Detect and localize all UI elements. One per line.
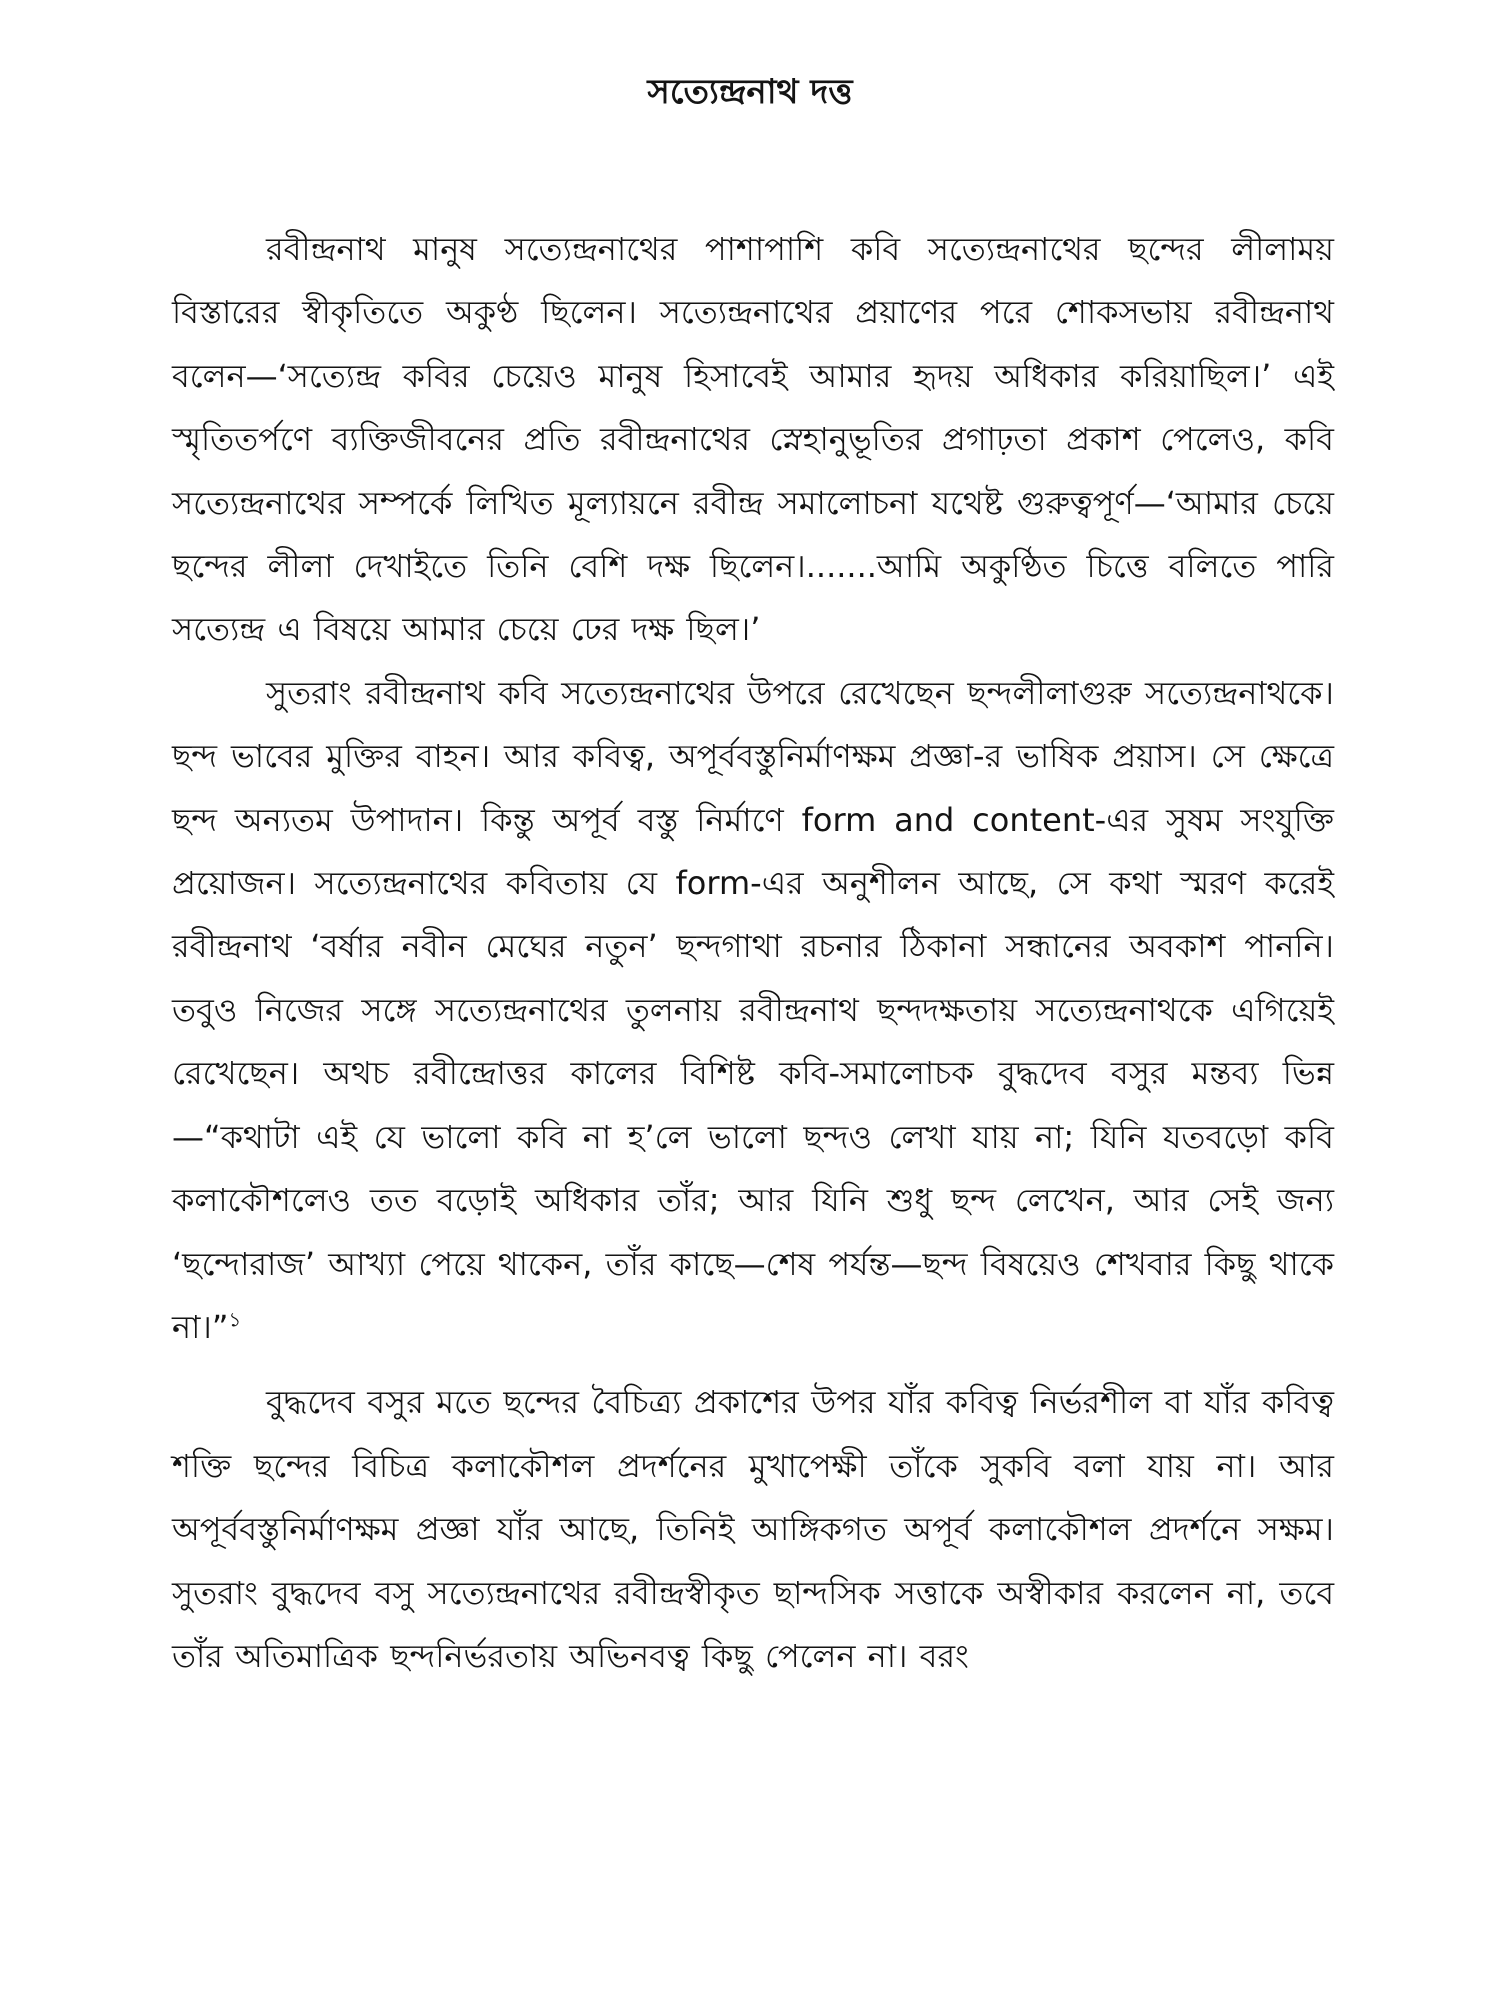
paragraph-2-text: সুতরাং রবীন্দ্রনাথ কবি সত্যেন্দ্রনাথের উপরে রেখেছেন ছন্দলীলাগুরু সত্যেন্দ্রনাথকে। ছন্দ ভাবের মুক্তির বাহন। আর কবিত্ব, অপূর্ববস্তুনির্মাণক্ষম প্রজ্ঞা-র ভাষিক প্রয়াস। সে ক্ষেত্রে ছন্দ অন্যতম উপাদান। কিন্তু অপূর্ব বস্তু নির্মাণে form and content-এর সুষম সংযুক্তি প্রয়োজন। সত্যেন্দ্রনাথের কবিতায় যে form-এর অনুশীলন আছে, সে কথা স্মরণ করেই রবীন্দ্রনাথ ‘বর্ষার নবীন মেঘের নতুন’ ছন্দগাথা রচনার ঠিকানা সন্ধানের অবকাশ পাননি। তবুও নিজের সঙ্গে সত্যেন্দ্রনাথের তুলনায় রবীন্দ্রনাথ ছন্দদক্ষতায় সত্যেন্দ্রনাথকে এগিয়েই রেখেছেন। অথচ রবীন্দ্রোত্তর কালের বিশিষ্ট কবি-সমালোচক বুদ্ধদেব বসুর মন্তব্য ভিন্ন—“কথাটা এই যে ভালো কবি না হ’লে ভালো ছন্দও লেখা যায় না; যিনি যতবড়ো কবি কলাকৌশলেও তত বড়োই অধিকার তাঁর; আর যিনি শুধু ছন্দ লেখেন, আর সেই জন্য ‘ছন্দোরাজ’ আখ্যা পেয়ে থাকেন, তাঁর কাছে—শেষ পর্যন্ত—ছন্দ বিষয়েও শেখবার কিছু থাকে না।” [172, 673, 1334, 1346]
paragraph-3: বুদ্ধদেব বসুর মতে ছন্দের বৈচিত্র্য প্রকাশের উপর যাঁর কবিত্ব নির্ভরশীল বা যাঁর কবিত্ব শক্তি ছন্দের বিচিত্র কলাকৌশল প্রদর্শনের মুখাপেক্ষী তাঁকে সুকবি বলা যায় না। আর অপূর্ববস্তুনির্মাণক্ষম প্রজ্ঞা যাঁর আছে, তিনিই আঙ্গিকগত অপূর্ব কলাকৌশল প্রদর্শনে সক্ষম। সুতরাং বুদ্ধদেব বসু সত্যেন্দ্রনাথের রবীন্দ্রস্বীকৃত ছান্দসিক সত্তাকে অস্বীকার করলেন না, তবে তাঁর অতিমাত্রিক ছন্দনির্ভরতায় অভিনবত্ব কিছু পেলেন না। বরং [172, 1383, 1334, 1675]
body-text [172, 218, 1334, 1688]
paragraph-1: রবীন্দ্রনাথ মানুষ সত্যেন্দ্রনাথের পাশাপাশি কবি সত্যেন্দ্রনাথের ছন্দের লীলাময় বিস্তারের স্বীকৃতিতে অকুণ্ঠ ছিলেন। সত্যেন্দ্রনাথের প্রয়াণের পরে শোকসভায় রবীন্দ্রনাথ বলেন—‘সত্যেন্দ্র কবির চেয়েও মানুষ হিসাবেই আমার হৃদয় অধিকার করিয়াছিল।’ এই স্মৃতিতর্পণে ব্যক্তিজীবনের প্রতি রবীন্দ্রনাথের স্নেহানুভূতির প্রগাঢ়তা প্রকাশ পেলেও, কবি সত্যেন্দ্রনাথের সম্পর্কে লিখিত মূল্যায়নে রবীন্দ্র সমালোচনা যথেষ্ট গুরুত্বপূর্ণ—‘আমার চেয়ে ছন্দের লীলা দেখাইতে তিনি বেশি দক্ষ ছিলেন।.......আমি অকুণ্ঠিত চিত্তে বলিতে পারি সত্যেন্দ্র এ বিষয়ে আমার চেয়ে ঢের দক্ষ ছিল।’ [172, 230, 1334, 649]
paragraph-2 [172, 662, 1334, 1359]
footnote-marker: ১ [228, 1307, 242, 1332]
page-title: সত্যেন্দ্রনাথ দত্ত [647, 72, 853, 112]
